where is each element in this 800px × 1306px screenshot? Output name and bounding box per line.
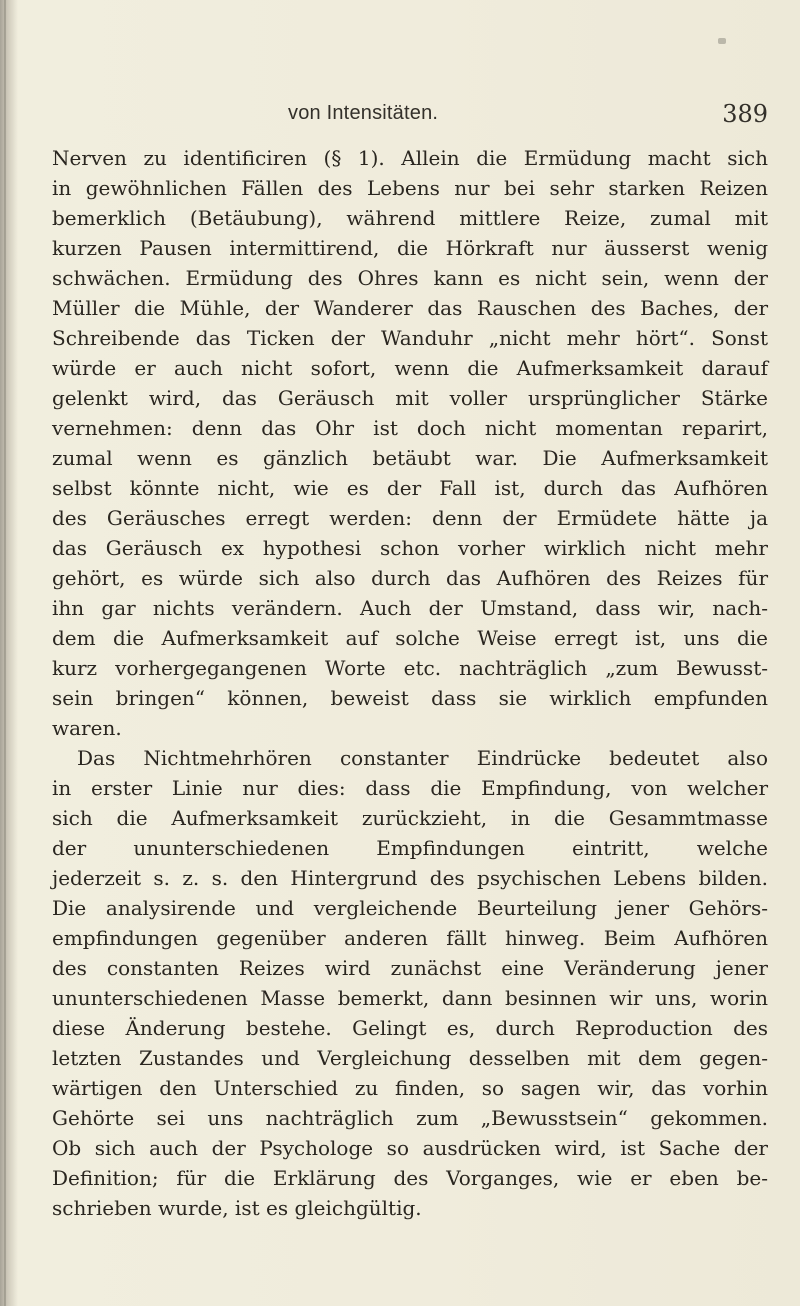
text-line: des constanten Reizes wird zunächst eine Veränderung jener — [52, 956, 768, 980]
text-line: ihn gar nichts verändern. Auch der Umstand, dass wir, nach- — [52, 596, 768, 620]
text-line: sich die Aufmerksamkeit zurückzieht, in die Gesammtmasse — [52, 806, 768, 830]
text-line: Nerven zu identificiren (§ 1). Allein die Ermüdung macht sich — [52, 146, 768, 170]
text-line: gelenkt wird, das Geräusch mit voller ursprünglicher Stärke — [52, 386, 768, 410]
text-line: empfindungen gegenüber anderen fällt hinweg. Beim Aufhören — [52, 926, 768, 950]
text-line: zumal wenn es gänzlich betäubt war. Die Aufmerksamkeit — [52, 446, 768, 470]
text-line: des Geräusches erregt werden: denn der Ermüdete hätte ja — [52, 506, 768, 530]
text-line: Definition; für die Erklärung des Vorganges, wie er eben be- — [52, 1166, 768, 1190]
binding-edge — [4, 0, 6, 1306]
text-line: Gehörte sei uns nachträglich zum „Bewusstsein“ gekommen. — [52, 1106, 768, 1130]
text-line: das Geräusch ex hypothesi schon vorher wirklich nicht mehr — [52, 536, 768, 560]
text-line: letzten Zustandes und Vergleichung desselben mit dem gegen- — [52, 1046, 768, 1070]
page-number: 389 — [722, 100, 768, 128]
text-line: kurz vorhergegangenen Worte etc. nachträglich „zum Bewusst- — [52, 656, 768, 680]
text-line: sein bringen“ können, beweist dass sie wirklich empfunden — [52, 686, 768, 710]
text-line: Ob sich auch der Psychologe so ausdrücken wird, ist Sache der — [52, 1136, 768, 1160]
body-text — [52, 143, 768, 1223]
print-mark — [718, 38, 726, 44]
text-line: kurzen Pausen intermittirend, die Hörkraft nur äusserst wenig — [52, 236, 768, 260]
text-line: bemerklich (Betäubung), während mittlere Reize, zumal mit — [52, 206, 768, 230]
text-line: Schreibende das Ticken der Wanduhr „nicht mehr hört“. Sonst — [52, 326, 768, 350]
paragraph-end-line: schrieben wurde, ist es gleichgültig. — [52, 1196, 422, 1220]
page-gutter-shadow — [0, 0, 18, 1306]
paragraph-start-line: Das Nichtmehrhören constanter Eindrücke bedeutet also — [77, 746, 768, 770]
text-line: wärtigen den Unterschied zu finden, so sagen wir, das vorhin — [52, 1076, 768, 1100]
page-header — [288, 100, 768, 130]
text-line: diese Änderung bestehe. Gelingt es, durch Reproduction des — [52, 1016, 768, 1040]
text-line: Die analysirende und vergleichende Beurteilung jener Gehörs- — [52, 896, 768, 920]
text-line: in erster Linie nur dies: dass die Empfindung, von welcher — [52, 776, 768, 800]
paragraph-end-line: waren. — [52, 716, 122, 740]
text-line: in gewöhnlichen Fällen des Lebens nur bei sehr starken Reizen — [52, 176, 768, 200]
text-line: ununterschiedenen Masse bemerkt, dann besinnen wir uns, worin — [52, 986, 768, 1010]
running-head: von Intensitäten. — [288, 102, 439, 124]
text-line: vernehmen: denn das Ohr ist doch nicht momentan reparirt, — [52, 416, 768, 440]
text-line: dem die Aufmerksamkeit auf solche Weise erregt ist, uns die — [52, 626, 768, 650]
text-line: der ununterschiedenen Empfindungen eintritt, welche — [52, 836, 768, 860]
text-line: Müller die Mühle, der Wanderer das Rauschen des Baches, der — [52, 296, 768, 320]
text-line: jederzeit s. z. s. den Hintergrund des psychischen Lebens bilden. — [52, 866, 768, 890]
text-line: schwächen. Ermüdung des Ohres kann es nicht sein, wenn der — [52, 266, 768, 290]
text-line: selbst könnte nicht, wie es der Fall ist, durch das Aufhören — [52, 476, 768, 500]
text-line: würde er auch nicht sofort, wenn die Aufmerksamkeit darauf — [52, 356, 768, 380]
text-line: gehört, es würde sich also durch das Aufhören des Reizes für — [52, 566, 768, 590]
